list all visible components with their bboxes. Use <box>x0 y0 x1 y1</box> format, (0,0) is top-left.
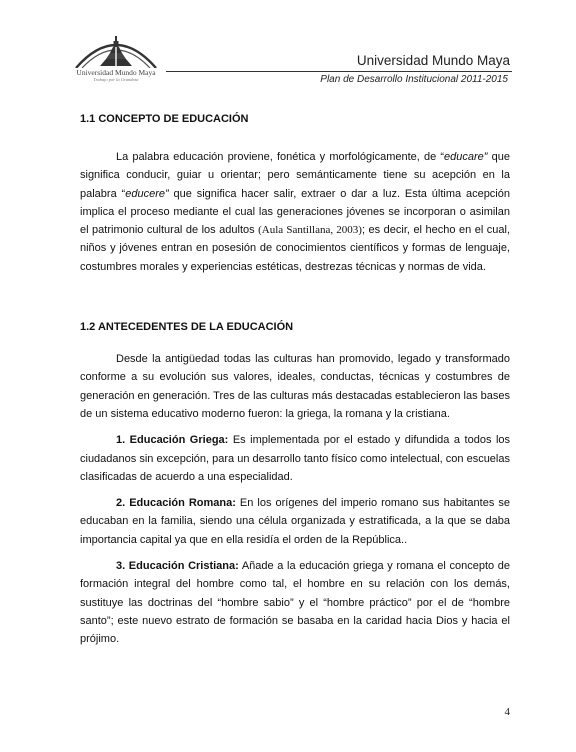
university-logo <box>70 28 162 92</box>
term-educere: educere” <box>125 187 169 200</box>
section-heading: 1.1 CONCEPTO DE EDUCACIÓN <box>80 113 249 125</box>
list-item: 2. Educación Romana: En los orígenes del imperio romano sus habitantes se educaban en la familia, siendo una célula organizada y estratificada, a la que se daba importancia capital ya que en ella residía el orden de la República.. <box>80 497 510 546</box>
item-label: 1. Educación Griega: <box>116 434 229 447</box>
header-subtitle: Plan de Desarrollo Institucional 2011-2015 <box>320 74 508 85</box>
list-item: 1. Educación Griega: Es implementada por el estado y difundida a todos los ciudadanos sin excepción, para un desarrollo tanto físico como intelectual, con escuelas clasificadas de acuerdo a una especialidad. <box>80 434 511 483</box>
list-item: 3. Educación Cristiana: Añade a la educación griega y romana el concepto de formación integral del hombre como tal, el hombre en su relación con los demás, sustituye las doctrinas del “hombre sabio” y el “hombre práctico” por el de “hombre santo”; este nuevo estrato de formación se basaba en la caridad hacia Dios y hacia el prójimo. <box>80 560 510 646</box>
paragraph-intro: Desde la antigüedad todas las culturas han promovido, legado y transformado conforme a su evolución sus valores, ideales, conductas, técnicas y costumbres de generación en generación. Tres de las culturas más destacadas establecieron las bases de un sistema educativo moderno fueron: la griega, la romana y la cristiana. <box>80 353 510 420</box>
term-educare: educare” <box>444 151 488 163</box>
logo-motto: Trabajo por la Grandeza <box>93 77 139 82</box>
header-title: Universidad Mundo Maya <box>356 53 510 68</box>
logo-emblem-icon <box>70 28 162 68</box>
citation: (Aula Santillana, 2003) <box>258 224 362 237</box>
document-body <box>80 112 510 649</box>
item-label: 2. Educación Romana: <box>116 497 236 510</box>
item-label: 3. Educación Cristiana: <box>116 560 239 573</box>
header-divider <box>166 71 512 72</box>
page-number: 4 <box>504 706 510 718</box>
logo-name: Universidad Mundo Maya <box>76 68 156 77</box>
paragraph-concept: La palabra educación proviene, fonética y morfológicamente, de “educare” que significa conducir, guiar u orientar; pero semánticamente tiene su acepción en la palabra “educere” que significa hacer salir, extraer o dar a luz. Esta última acepción implica el proceso mediante el cual las generaciones jóvenes se incorporan o asimilan el patrimonio cultural de los adultos (Aula Santillana, 2003); es decir, el hecho en el cual, niños y jóvenes entran en posesión de conocimientos científicos y formas de lenguaje, costumbres morales y experiencias estéticas, destrezas técnicas y normas de vida. <box>80 151 510 273</box>
section-heading: 1.2 ANTECEDENTES DE LA EDUCACIÓN <box>80 321 294 334</box>
